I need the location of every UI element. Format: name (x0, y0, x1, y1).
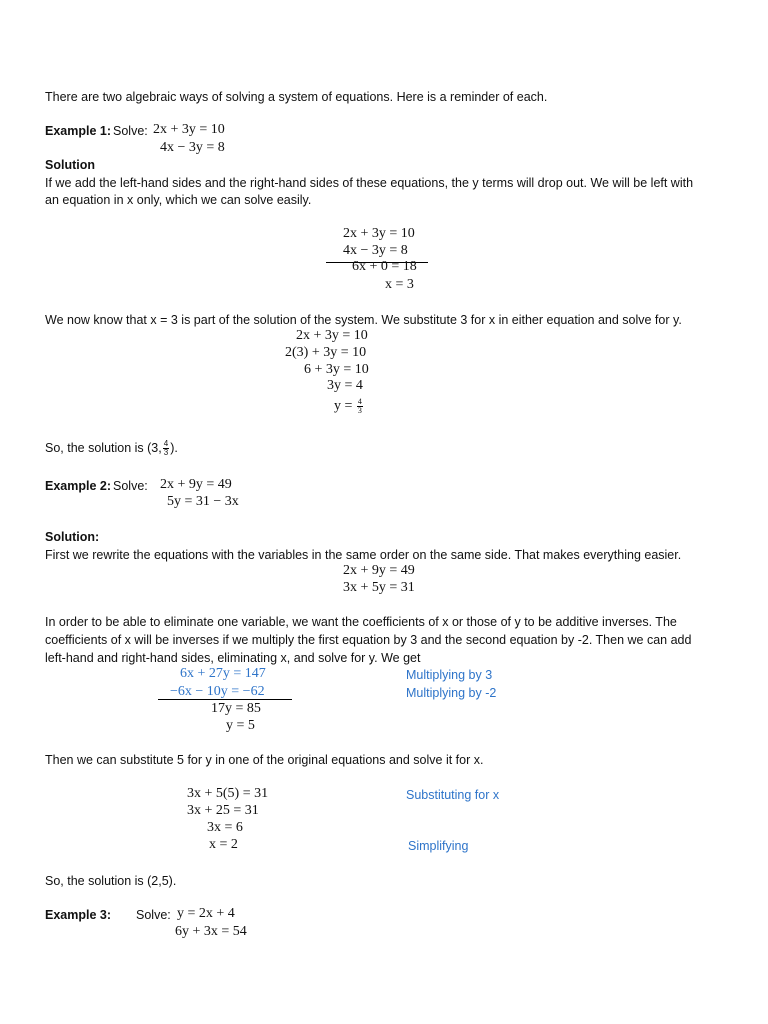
example2-solution-label: Solution: (45, 530, 100, 544)
sub-step-4: x = 2 (209, 837, 238, 852)
example1-solution-label: Solution (45, 158, 95, 172)
example2-eq2: 5y = 31 − 3x (167, 494, 239, 509)
example3-label: Example 3: (45, 908, 112, 922)
example2-conclusion: So, the solution is (2,5). (45, 874, 177, 888)
example1-para-line1: If we add the left-hand sides and the right-hand sides of these equations, the y terms will drop out. We will be left with (45, 176, 694, 190)
mult-eq-2: −6x − 10y = −62 (170, 684, 265, 699)
example2-label: Example 2: (45, 479, 112, 493)
sub-step-1: 3x + 5(5) = 31 (187, 786, 269, 801)
y-fraction: $\frac{4}{3}$ (357, 397, 362, 415)
example2-sub-para: Then we can substitute 5 for y in one of the original equations and solve it for x. (45, 753, 484, 767)
elim-eq-a: 2x + 3y = 10 (343, 226, 415, 241)
elim-result: x = 3 (385, 277, 414, 292)
example2-para-line3: left-hand and right-hand sides, eliminating x, and solve for y. We get (45, 651, 421, 665)
example2-eq1: 2x + 9y = 49 (160, 477, 232, 492)
elim-eq-b: 4x − 3y = 8 (343, 243, 408, 258)
example3-eq2: 6y + 3x = 54 (175, 924, 247, 939)
example2-rewrite-para: First we rewrite the equations with the variables in the same order on the same side. That makes everything easier. (45, 548, 682, 562)
example1-para-line2: an equation in x only, which we can solve easily. (45, 193, 312, 207)
example1-label: Example 1: (45, 124, 112, 138)
sub-step-3: 3x = 6 (207, 820, 243, 835)
example1-step-5: y = $\frac{4}{3}$ (334, 397, 362, 415)
note-substituting: Substituting for x (406, 788, 500, 802)
example2-solve: Solve: (113, 479, 148, 493)
example1-eq2: 4x − 3y = 8 (160, 140, 225, 155)
sub-step-2: 3x + 25 = 31 (187, 803, 259, 818)
note-multiplying-by-3: Multiplying by 3 (406, 668, 493, 682)
elim-sum: 6x + 0 = 18 (352, 259, 417, 274)
solution-fraction: $\frac{4}{3}$ (163, 439, 169, 458)
example1-sub-para: We now know that x = 3 is part of the solution of the system. We substitute 3 for x in either equation and solve for y. (45, 313, 682, 327)
note-simplifying: Simplifying (408, 839, 469, 853)
intro-text: There are two algebraic ways of solving a system of equations. Here is a reminder of each. (45, 90, 548, 104)
mult-eq-1: 6x + 27y = 147 (180, 666, 266, 681)
example1-step-3: 6 + 3y = 10 (304, 362, 369, 377)
example1-step-1: 2x + 3y = 10 (296, 328, 368, 343)
note-multiplying-by-neg2: Multiplying by -2 (406, 686, 497, 700)
example3-eq1: y = 2x + 4 (177, 906, 235, 921)
example2-rewritten-1: 2x + 9y = 49 (343, 563, 415, 578)
example2-sum: 17y = 85 (211, 701, 261, 716)
example2-para-line1: In order to be able to eliminate one variable, we want the coefficients of x or those of y to be additive inverses. The (45, 615, 677, 629)
example3-solve: Solve: (136, 908, 171, 922)
example1-step-4: 3y = 4 (327, 378, 363, 393)
example2-para-line2: coefficients of x will be inverses if we multiply the first equation by 3 and the second equation by -2. Then we can add (45, 633, 692, 647)
example1-step-2: 2(3) + 3y = 10 (285, 345, 367, 360)
example2-rewritten-2: 3x + 5y = 31 (343, 580, 415, 595)
example1-conclusion: So, the solution is (3, $\frac{4}{3}$ ). (45, 439, 178, 458)
example2-result: y = 5 (226, 718, 255, 733)
example1-solve: Solve: (113, 124, 148, 138)
mult-rule (158, 699, 292, 700)
example1-eq1: 2x + 3y = 10 (153, 122, 225, 137)
